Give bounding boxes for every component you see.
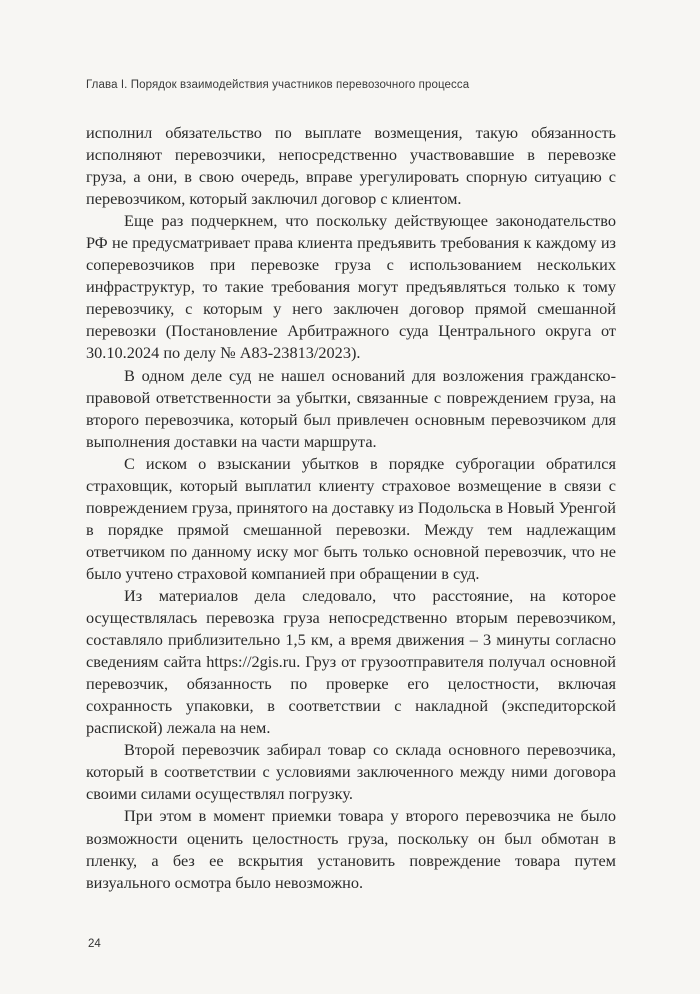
paragraph: В одном деле суд не нашел оснований для возложения гражданско-правовой ответственности за убытки, связанные с повреждением груза, на второго перевозчика, который был привлечен основным перевозчиком для выполнения доставки на части маршрута. <box>86 365 616 451</box>
paragraph: исполнил обязательство по выплате возмещения, такую обязанность исполняют перевозчики, непосредственно участвовавшие в перевозке груза, а они, в свою очередь, вправе урегулировать спорную ситуацию с перевозчиком, который заключил договор с клиентом. <box>86 123 616 209</box>
body-text <box>86 122 616 894</box>
paragraph: Второй перевозчик забирал товар со склада основного перевозчика, который в соответствии с условиями заключенного между ними договора своими силами осуществлял погрузку. <box>86 740 616 804</box>
page-number: 24 <box>88 938 101 950</box>
paragraph: Еще раз подчеркнем, что поскольку действующее законодательство РФ не предусматривает права клиента предъявить требования к каждому из соперевозчиков при перевозке груза с использованием нескольких инфраструктур, то такие требования могут предъявляться только к тому перевозчику, с которым у него заключен договор прямой смешанной перевозки (Постановление Арбитражного суда Центрального округа от 30.10.2024 по делу № А83-23813/2023). <box>86 211 616 363</box>
paragraph: С иском о взыскании убытков в порядке суброгации обратился страховщик, который выплатил клиенту страховое возмещение в связи с повреждением груза, принятого на доставку из Подольска в Новый Уренгой в порядке прямой смешанной перевозки. Между тем надлежащим ответчиком по данному иску мог быть только основной перевозчик, что не было учтено страховой компанией при обращении в суд. <box>86 453 616 583</box>
paragraph: При этом в момент приемки товара у второго перевозчика не было возможности оценить целостность груза, поскольку он был обмотан в пленку, а без ее вскрытия установить повреждение товара путем визуального осмотра было невозможно. <box>86 806 616 892</box>
paragraph: Из материалов дела следовало, что расстояние, на которое осуществлялась перевозка груза непосредственно вторым перевозчиком, составляло приблизительно 1,5 км, а время движения – 3 минуты согласно сведениям сайта https://2gis.ru. Груз от грузоотправителя получал основной перевозчик, обязанность по проверке его целостности, включая сохранность упаковки, в соответствии с накладной (экспедиторской распиской) лежала на нем. <box>86 585 616 738</box>
running-header: Глава I. Порядок взаимодействия участников перевозочного процесса <box>86 79 470 91</box>
